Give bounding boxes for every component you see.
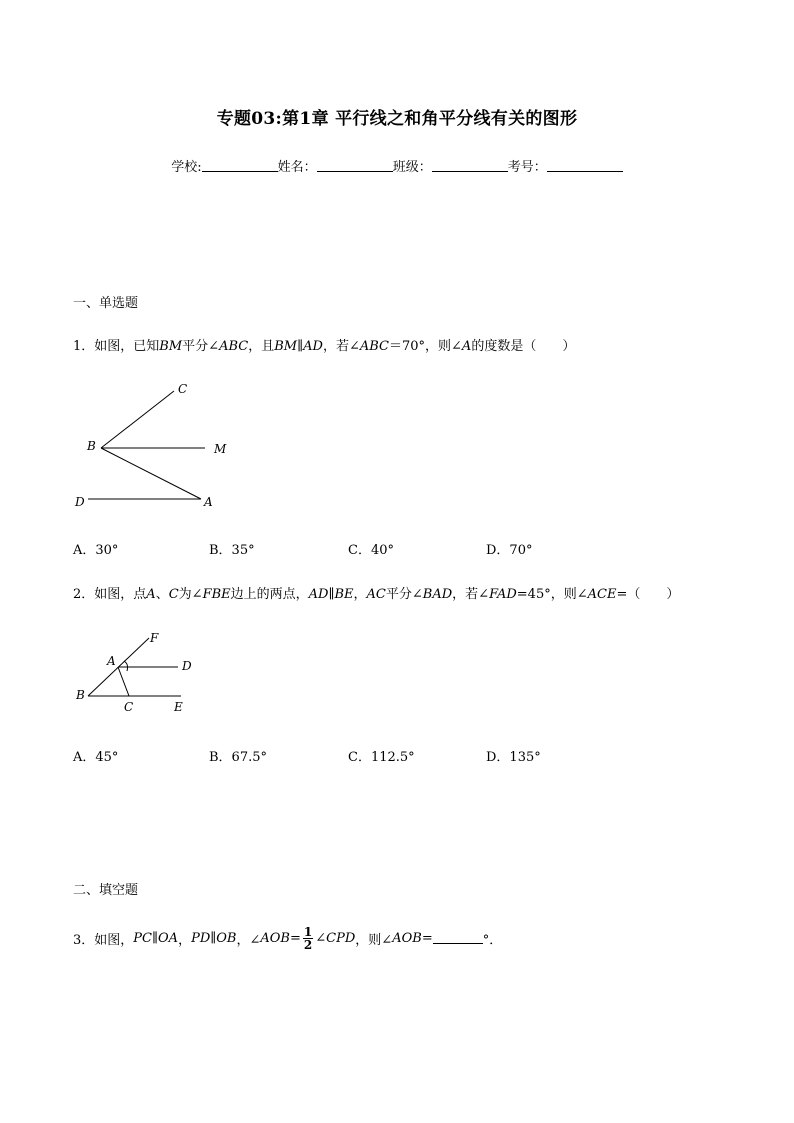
school-label: 学校: xyxy=(171,160,202,175)
q1-text-3: ，且 xyxy=(248,339,275,354)
q2-text-10: =（ ） xyxy=(616,587,680,602)
q2-option-b[interactable]: B．67.5° xyxy=(209,750,267,765)
q2-text-8: ，若∠ xyxy=(452,587,490,602)
q3-text-2: ∥ xyxy=(152,930,159,946)
class-blank[interactable] xyxy=(432,160,508,172)
q2-text-9: =45°，则∠ xyxy=(516,587,588,602)
q3-var-8: AOB xyxy=(392,930,422,946)
q1-var-6: A xyxy=(461,339,472,354)
q1-text-1: 如图，已知 xyxy=(94,339,160,354)
q1-var-4: AD xyxy=(303,339,323,354)
school-blank[interactable] xyxy=(202,160,278,172)
q2-text-3: 为∠ xyxy=(178,587,203,602)
q1-var-5: ABC xyxy=(359,339,389,354)
q2-var-1: A xyxy=(146,587,156,602)
q2-var-9: ACE xyxy=(587,587,617,602)
number-blank[interactable] xyxy=(547,160,623,172)
q1-label-a: A xyxy=(204,495,213,509)
q3-var-4: OB xyxy=(216,930,237,946)
q3-var-1: PC xyxy=(133,930,152,946)
q1-figure xyxy=(68,372,238,517)
q1-label-d: D xyxy=(75,495,85,509)
q1-text-4: ∥ xyxy=(297,339,304,354)
question-3-text xyxy=(73,922,502,954)
q3-var-2: OA xyxy=(158,930,179,946)
q1-text-5: ，若∠ xyxy=(322,339,360,354)
question-1-text xyxy=(73,335,575,354)
page-title: 专题03:第1章 平行线之和角平分线有关的图形 xyxy=(216,109,578,129)
q1-text-7: 的度数是（ ） xyxy=(471,339,576,354)
q2-text-5: ∥ xyxy=(328,587,335,602)
q2-text-1: 如图，点 xyxy=(94,587,147,602)
q2-option-a[interactable]: A．45° xyxy=(73,750,119,765)
q3-var-7: CPD xyxy=(326,930,356,946)
fraction-denominator: 2 xyxy=(303,937,313,952)
q2-label-e: E xyxy=(174,700,183,714)
q1-option-d[interactable]: D．70° xyxy=(486,543,533,558)
q3-text-7: ∠ xyxy=(315,930,327,946)
q3-answer-blank[interactable] xyxy=(433,932,483,944)
q2-label-b: B xyxy=(76,688,85,702)
q2-label-a: A xyxy=(107,654,116,668)
q2-var-7: BAD xyxy=(422,587,453,602)
q3-text-10: °． xyxy=(482,932,503,948)
q1-var-3: BM xyxy=(274,339,298,354)
q3-text-3: ， xyxy=(178,932,192,948)
q2-text-7: 平分∠ xyxy=(385,587,423,602)
q3-text-5: ，∠ xyxy=(236,932,261,948)
section-heading-fill-blank: 二、填空题 xyxy=(73,883,139,898)
q2-option-d[interactable]: D．135° xyxy=(486,750,541,765)
q2-angle-arc xyxy=(124,661,128,671)
q2-var-6: AC xyxy=(366,587,386,602)
q2-label-d: D xyxy=(182,659,192,673)
q1-text-6: ＝70°，则∠ xyxy=(388,339,462,354)
q3-text-4: ∥ xyxy=(210,930,217,946)
q3-text-1: 如图， xyxy=(94,932,134,948)
q1-option-b[interactable]: B．35° xyxy=(209,543,255,558)
q2-var-8: FAD xyxy=(489,587,517,602)
q3-var-5: AOB xyxy=(260,930,290,946)
q1-var-1: BM xyxy=(159,339,183,354)
q2-var-3: FBE xyxy=(202,587,231,602)
fraction-one-half xyxy=(303,926,313,951)
question-number: 1． xyxy=(73,339,95,354)
q2-var-4: AD xyxy=(308,587,329,602)
q1-label-m: M xyxy=(214,442,227,456)
q2-var-5: BE xyxy=(334,587,354,602)
q2-text-4: 边上的两点， xyxy=(230,587,309,602)
q1-line-bc xyxy=(101,391,174,448)
fraction-numerator: 1 xyxy=(303,924,313,939)
q1-label-c: C xyxy=(178,382,188,396)
q2-line-ac xyxy=(118,667,129,696)
question-2-text xyxy=(73,583,679,602)
name-label: 姓名： xyxy=(277,160,317,175)
q3-text-6: = xyxy=(290,930,301,946)
section-heading-single-choice: 一、单选题 xyxy=(73,296,139,311)
name-blank[interactable] xyxy=(317,160,393,172)
q3-var-3: PD xyxy=(191,930,211,946)
q2-text-2: 、 xyxy=(155,587,169,602)
q3-text-8: ，则∠ xyxy=(355,932,393,948)
class-label: 班级： xyxy=(392,160,432,175)
q1-label-b: B xyxy=(87,439,96,453)
q2-var-2: C xyxy=(168,587,179,602)
question-number: 3． xyxy=(73,932,95,948)
q1-line-ba xyxy=(101,448,201,499)
q2-text-6: ， xyxy=(353,587,367,602)
q1-text-2: 平分∠ xyxy=(182,339,220,354)
student-info-line xyxy=(0,156,794,175)
q2-label-f: F xyxy=(150,631,159,645)
q2-label-c: C xyxy=(124,700,134,714)
q1-option-a[interactable]: A．30° xyxy=(73,543,119,558)
q1-var-2: ABC xyxy=(219,339,249,354)
question-number: 2． xyxy=(73,587,95,602)
q2-option-c[interactable]: C．112.5° xyxy=(348,750,415,765)
number-label: 考号： xyxy=(507,160,547,175)
q2-figure xyxy=(68,625,198,720)
q3-text-9: = xyxy=(421,930,433,946)
q1-option-c[interactable]: C．40° xyxy=(348,543,394,558)
